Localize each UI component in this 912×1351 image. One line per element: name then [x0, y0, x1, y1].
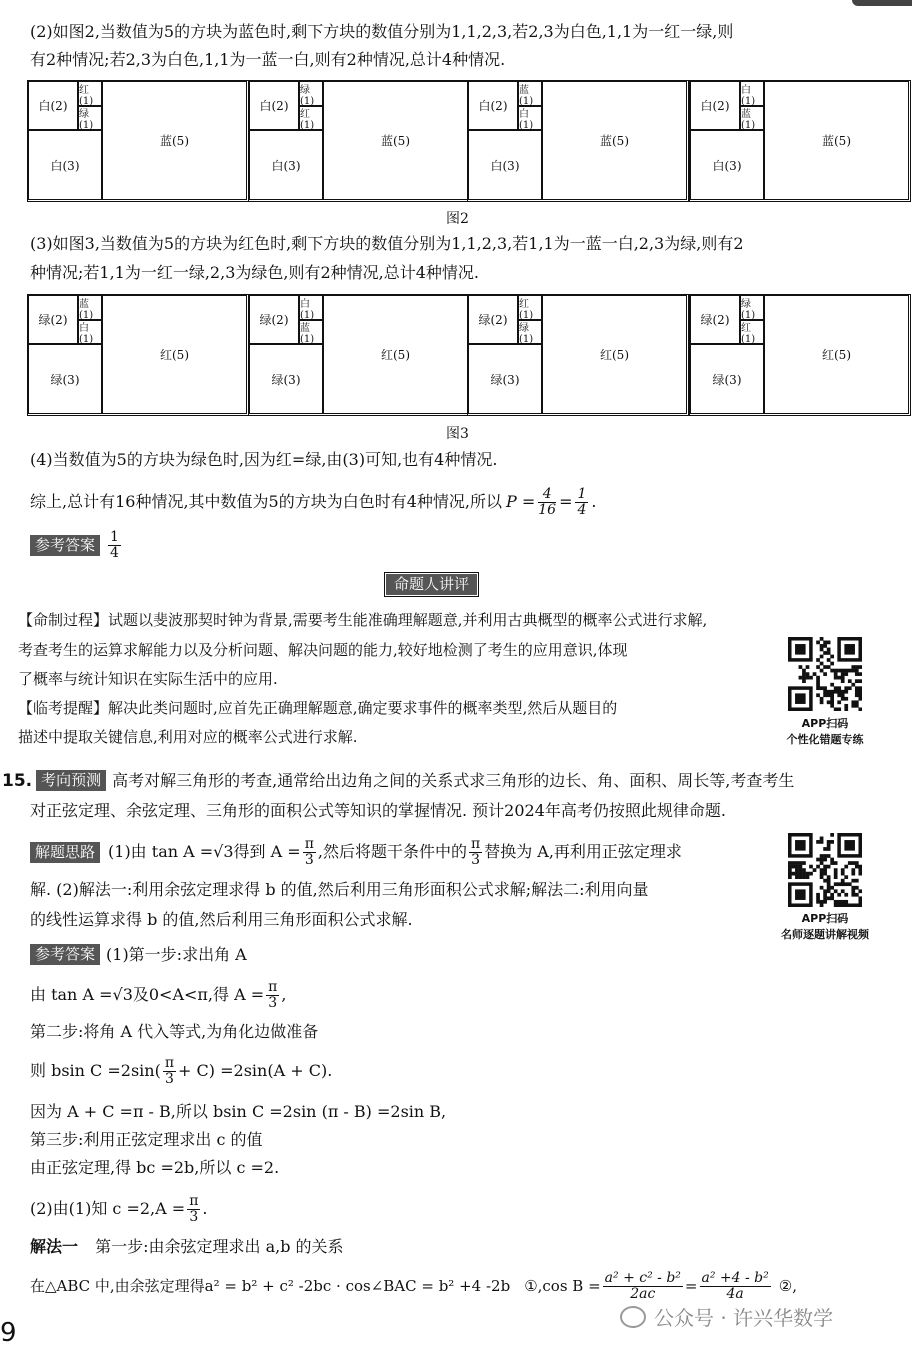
q15-idea-line1: [30, 834, 682, 870]
fraction-denominator: 4: [110, 545, 119, 561]
diagram-block-s2: 红(1): [740, 320, 764, 344]
diagram-block-top: 绿(2): [468, 295, 518, 344]
diagram-block-big: 红(5): [764, 295, 909, 414]
fraction-denominator: 3: [268, 994, 278, 1011]
clock-diagram: [27, 294, 249, 416]
fraction-numerator: π: [164, 1054, 175, 1071]
diagram-block-top: 白(2): [468, 81, 518, 130]
diagram-block-s1: 绿(1): [299, 81, 323, 106]
q15-idea-tag: 解题思路: [30, 842, 100, 863]
fraction-denominator: 16: [538, 501, 557, 518]
q15-idea-text-a: (1)由 tan A =√3得到 A =: [108, 842, 301, 861]
diagram-block-big: 蓝(5): [323, 81, 468, 200]
pi-over-3-fraction: [266, 980, 279, 1011]
diagram-block-bottom: 绿(3): [468, 344, 542, 414]
cos-b-eq: =: [684, 1277, 698, 1295]
q15-a4-end: + C) =2sin(A + C).: [178, 1061, 333, 1080]
q15-answer-line4: [30, 1052, 332, 1090]
cosine-law-text: 在△ABC 中,由余弦定理得a² = b² + c² -2bc · cos∠BAC = b² +4 -2b: [30, 1277, 511, 1295]
comment-line1: 【命制过程】试题以斐波那契时钟为背景,需要考生能准确理解题意,并利用古典概型的概率公式进行求解,: [18, 611, 708, 629]
q15-line1: [2, 770, 794, 791]
fraction-numerator: 1: [577, 485, 587, 502]
q15-idea-line3: 的线性运算求得 b 的值,然后利用三角形面积公式求解.: [30, 910, 413, 929]
fraction-numerator: π: [268, 978, 278, 995]
summary-end: .: [591, 492, 597, 511]
diagram-block-top: 绿(2): [690, 295, 740, 344]
q15-answer-line7: 由正弦定理,得 bc =2b,所以 c =2.: [30, 1158, 280, 1177]
fraction-numerator: π: [470, 835, 481, 852]
q15-answer-line6: 第三步:利用正弦定理求出 c 的值: [30, 1130, 263, 1149]
diagram-block-s1: 蓝(1): [518, 81, 542, 106]
q15-line1-text: 高考对解三角形的考查,通常给出边角之间的关系式求三角形的边长、角、面积、周长等,考查考生: [112, 770, 795, 790]
clock-diagram: [27, 80, 249, 202]
q15-idea-text-b: ,然后将题干条件中的: [317, 842, 467, 861]
q15-a2-end: ,: [281, 985, 287, 1004]
diagram-block-top: 白(2): [249, 81, 299, 130]
diagram-block-s2: 白(1): [78, 320, 102, 344]
fraction-numerator: a² +4 - b²: [701, 1269, 769, 1286]
summary-eq: =: [559, 492, 573, 511]
answer-fraction: [108, 530, 121, 561]
diagram-block-bottom: 绿(3): [690, 344, 764, 414]
clock-diagram: [467, 80, 689, 202]
diagram-block-big: 蓝(5): [764, 81, 909, 200]
q15-a2-text: 由 tan A =√3及0<A<π,得 A =: [30, 985, 265, 1004]
part3-line2: 种情况;若1,1为一红一绿,2,3为绿色,则有2种情况,总计4种情况.: [30, 263, 479, 282]
q15-a4-text: 则 bsin C =2sin(: [30, 1061, 161, 1080]
pi-over-3-fraction: [187, 1194, 200, 1225]
page-number: 9: [0, 1318, 17, 1348]
q15-answer-line5: 因为 A + C =π - B,所以 bsin C =2sin (π - B) =2sin B,: [30, 1102, 447, 1121]
summary-line: [30, 482, 597, 522]
clock-diagram: [467, 294, 689, 416]
q15-idea-line2: 解. (2)解法一:利用余弦定理求得 b 的值,然后利用三角形面积公式求解;解法二:利用向量: [30, 880, 649, 899]
watermark: [620, 1302, 833, 1331]
diagram-block-s2: 绿(1): [78, 106, 102, 130]
method-one-label: 解法一: [30, 1237, 79, 1256]
q15-a8-end: .: [202, 1199, 208, 1218]
diagram-block-big: 蓝(5): [102, 81, 247, 200]
fraction-denominator: 3: [304, 851, 314, 868]
q15-answer-line8: [30, 1190, 207, 1228]
cos-b-fraction-1: [603, 1271, 683, 1302]
comment-line2: 考查考生的运算求解能力以及分析问题、解决问题的能力,较好地检测了考生的应用意识,体现: [18, 641, 628, 659]
comment-line5: 描述中提取关键信息,利用对应的概率公式进行求解.: [18, 728, 358, 746]
diagram-block-s1: 红(1): [78, 81, 102, 106]
fraction-denominator: 3: [189, 1208, 199, 1225]
diagram-block-s1: 蓝(1): [78, 295, 102, 320]
summary-fraction-1: [538, 487, 556, 518]
qr-caption-1: [770, 715, 880, 747]
qr-caption-1-line2: 个性化错题专练: [786, 733, 864, 746]
qr-caption-2-line2: 名师逐题讲解视频: [781, 928, 869, 941]
diagram-block-top: 绿(2): [249, 295, 299, 344]
diagram-block-s2: 蓝(1): [299, 320, 323, 344]
fraction-numerator: a² + c² - b²: [604, 1269, 681, 1286]
clock-diagram: [689, 294, 911, 416]
qr-caption-2-line1: APP扫码: [801, 912, 849, 925]
answer-tag: 参考答案: [30, 535, 100, 556]
fraction-denominator: 4a: [726, 1285, 744, 1302]
figure-3-caption: 图3: [446, 426, 469, 442]
q15-answer-line2: [30, 976, 286, 1014]
diagram-block-bottom: 白(3): [249, 130, 323, 200]
diagram-block-s2: 红(1): [299, 106, 323, 130]
summary-text: 综上,总计有16种情况,其中数值为5的方块为白色时有4种情况,所以: [30, 492, 502, 511]
qr-code-2[interactable]: [788, 833, 862, 907]
q15-number: 15.: [2, 770, 33, 791]
clock-diagram: [248, 80, 470, 202]
diagram-block-big: 蓝(5): [542, 81, 687, 200]
comment-title: 命题人讲评: [386, 574, 477, 595]
q15-a8-text: (2)由(1)知 c =2,A =: [30, 1199, 186, 1218]
diagram-block-s2: 绿(1): [518, 320, 542, 344]
q15-line2: 对正弦定理、余弦定理、三角形的面积公式等知识的掌握情况. 预计2024年高考仍按照此规律命题.: [30, 801, 726, 820]
diagram-block-bottom: 白(3): [468, 130, 542, 200]
diagram-block-big: 红(5): [323, 295, 468, 414]
part2-line1: (2)如图2,当数值为5的方块为蓝色时,剩下方块的数值分别为1,1,2,3,若2,3为白色,1,1为一红一绿,则: [30, 22, 734, 41]
diagram-block-s1: 绿(1): [740, 295, 764, 320]
diagram-block-s1: 红(1): [518, 295, 542, 320]
figure-2-caption: 图2: [446, 211, 469, 227]
diagram-block-top: 白(2): [28, 81, 78, 130]
part2-line2: 有2种情况;若2,3为白色,1,1为一蓝一白,则有2种情况,总计4种情况.: [30, 50, 506, 69]
diagram-block-big: 红(5): [102, 295, 247, 414]
method-one-step1: 第一步:由余弦定理求出 a,b 的关系: [95, 1237, 344, 1256]
fraction-numerator: 1: [110, 529, 119, 545]
clock-diagram: [248, 294, 470, 416]
diagram-block-top: 绿(2): [28, 295, 78, 344]
summary-p: P =: [505, 492, 536, 511]
diagram-block-s2: 蓝(1): [740, 106, 764, 130]
q15-forecast-tag: 考向预测: [36, 770, 106, 791]
pi-over-3-fraction: [469, 837, 482, 868]
diagram-block-s2: 白(1): [518, 106, 542, 130]
diagram-block-bottom: 绿(3): [28, 344, 102, 414]
header-tab: [852, 0, 912, 6]
qr-caption-1-line1: APP扫码: [801, 717, 849, 730]
cos-b-label: ①,cos B =: [524, 1277, 601, 1295]
wechat-icon: [620, 1306, 646, 1328]
diagram-block-bottom: 绿(3): [249, 344, 323, 414]
cos-b-fraction-2: [700, 1271, 771, 1302]
comment-title-box: [384, 572, 479, 597]
fraction-numerator: π: [304, 835, 314, 852]
fraction-denominator: 4: [577, 501, 587, 518]
eq-two-marker: ②,: [778, 1277, 797, 1295]
q15-idea-text-c: 替换为 A,再利用正弦定理求: [484, 842, 682, 861]
clock-diagram: [689, 80, 911, 202]
q15-answer-line10: [30, 1266, 797, 1306]
diagram-block-bottom: 白(3): [28, 130, 102, 200]
part4-text: (4)当数值为5的方块为绿色时,因为红=绿,由(3)可知,也有4种情况.: [30, 450, 498, 469]
summary-fraction-2: [575, 487, 588, 518]
q15-answer-line3: 第二步:将角 A 代入等式,为角化边做准备: [30, 1022, 319, 1041]
diagram-block-s1: 白(1): [299, 295, 323, 320]
diagram-block-s1: 白(1): [740, 81, 764, 106]
part3-line1: (3)如图3,当数值为5的方块为红色时,剩下方块的数值分别为1,1,2,3,若1,1为一蓝一白,2,3为绿,则有2: [30, 234, 744, 253]
watermark-text: 公众号 · 许兴华数学: [654, 1306, 834, 1330]
q15-answer-step1: (1)第一步:求出角 A: [106, 944, 247, 964]
q15-answer-line1: [30, 944, 247, 965]
diagram-block-bottom: 白(3): [690, 130, 764, 200]
answer-1: [30, 530, 121, 561]
comment-line3: 了概率与统计知识在实际生活中的应用.: [18, 670, 278, 688]
pi-over-3-fraction: [163, 1056, 176, 1087]
diagram-block-top: 白(2): [690, 81, 740, 130]
comment-line4: 【临考提醒】解决此类问题时,应首先正确理解题意,确定要求事件的概率类型,然后从题目的: [18, 699, 618, 717]
qr-caption-2: [765, 910, 885, 942]
diagram-block-big: 红(5): [542, 295, 687, 414]
q15-answer-line9: [30, 1237, 344, 1257]
pi-over-3-fraction: [303, 837, 316, 868]
fraction-denominator: 2ac: [630, 1285, 656, 1302]
fraction-numerator: π: [189, 1192, 199, 1209]
fraction-denominator: 3: [471, 851, 481, 868]
fraction-numerator: 4: [538, 487, 556, 503]
qr-code-1[interactable]: [788, 637, 862, 711]
q15-answer-tag: 参考答案: [30, 944, 100, 965]
fraction-denominator: 3: [164, 1070, 174, 1087]
